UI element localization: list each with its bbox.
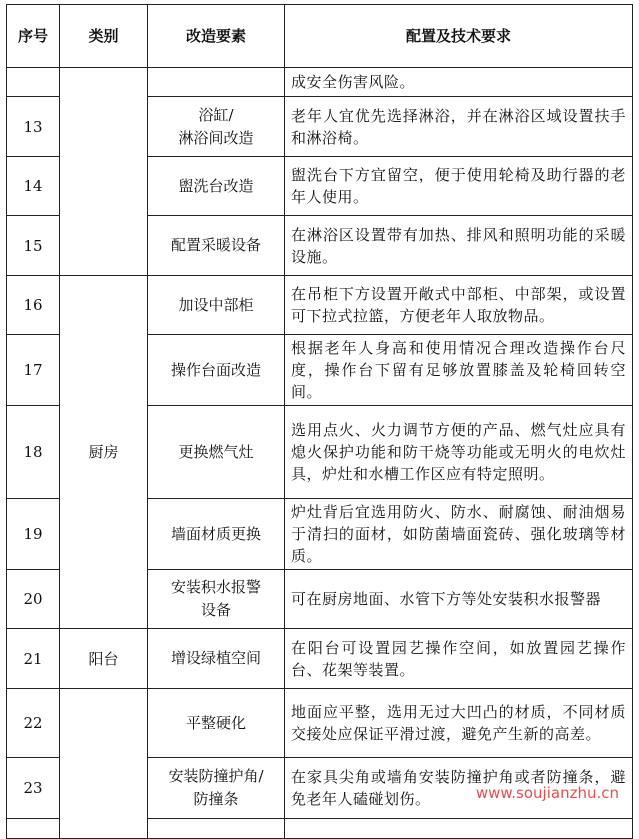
element-text: 更换燃气灶 (178, 442, 254, 461)
row-no: 22 (7, 689, 60, 758)
row-element (148, 68, 285, 97)
row-element (148, 97, 285, 157)
element-text: 盥洗台改造 (178, 176, 254, 195)
row-category-continued (60, 689, 148, 839)
row-requirement: 选用点火、火力调节方便的产品、燃气灶应具有熄火保护功能和防干烧等功能或无明火的电炊灶具，炉灶和水槽工作区应有特定照明。 (285, 406, 633, 499)
row-no: 15 (7, 216, 60, 276)
row-no: 19 (7, 499, 60, 570)
row-element (148, 499, 285, 570)
renovation-table (6, 4, 633, 839)
row-element (148, 157, 285, 216)
element-text: 安装防撞护角/ 防撞条 (168, 767, 264, 808)
row-element (148, 758, 285, 819)
row-requirement-empty (285, 819, 633, 839)
row-no (7, 68, 60, 97)
header-no: 序号 (7, 5, 60, 68)
row-no: 17 (7, 335, 60, 406)
row-element (148, 570, 285, 629)
row-requirement: 盥洗台下方宜留空，便于使用轮椅及助行器的老年人使用。 (285, 157, 633, 216)
header-category: 类别 (60, 5, 148, 68)
row-no-empty (7, 819, 60, 839)
element-text: 增设绿植空间 (170, 649, 261, 667)
row-no: 16 (7, 276, 60, 335)
row-element (148, 689, 285, 758)
row-element (148, 276, 285, 335)
row-requirement: 成安全伤害风险。 (285, 68, 633, 97)
row-element (148, 335, 285, 406)
row-no: 21 (7, 629, 60, 689)
row-no: 23 (7, 758, 60, 819)
row-requirement: 地面应平整，选用无过大凹凸的材质，不同材质交接处应保证平滑过渡，避免产生新的高差。 (285, 689, 633, 758)
element-text: 加设中部柜 (178, 295, 254, 314)
row-requirement: 老年人宜优先选择淋浴，并在淋浴区域设置扶手和淋浴椅。 (285, 97, 633, 157)
header-element: 改造要素 (148, 5, 285, 68)
element-text: 浴缸/ 淋浴间改造 (178, 105, 254, 147)
header-requirement: 配置及技术要求 (285, 5, 633, 68)
element-text: 操作台面改造 (170, 360, 261, 379)
row-requirement: 可在厨房地面、水管下方等处安装积水报警器 (285, 570, 633, 629)
table-row (7, 68, 633, 97)
row-requirement: 根据老年人身高和使用情况合理改造操作台尺度，操作台下留有足够放置膝盖及轮椅回转空间。 (285, 335, 633, 406)
table-row (7, 276, 633, 335)
element-text: 平整硬化 (185, 713, 246, 732)
row-requirement: 在家具尖角或墙角安装防撞护角或者防撞条，避免老年人磕碰划伤。 (285, 758, 633, 819)
row-element (148, 629, 285, 689)
row-element-empty (148, 819, 285, 839)
table-row (7, 629, 633, 689)
element-text: 安装积水报警 设备 (170, 578, 261, 619)
element-text: 墙面材质更换 (170, 524, 261, 543)
row-no: 18 (7, 406, 60, 499)
row-element (148, 406, 285, 499)
table-header-row (7, 5, 633, 68)
row-category-balcony: 阳台 (60, 629, 148, 689)
row-no: 14 (7, 157, 60, 216)
element-text: 配置采暖设备 (170, 236, 261, 254)
table-row (7, 689, 633, 758)
row-no: 20 (7, 570, 60, 629)
row-requirement: 在淋浴区设置带有加热、排风和照明功能的采暖设施。 (285, 216, 633, 276)
row-requirement: 在吊柜下方设置开敞式中部柜、中部架，或设置可下拉式拉篮，方便老年人取放物品。 (285, 276, 633, 335)
row-requirement: 炉灶背后宜选用防火、防水、耐腐蚀、耐油烟易于清扫的面材，如防菌墙面瓷砖、强化玻璃等材质。 (285, 499, 633, 570)
watermark: www.soujianzhu.cn (475, 784, 619, 802)
row-no: 13 (7, 97, 60, 157)
row-requirement: 在阳台可设置园艺操作空间，如放置园艺操作台、花架等装置。 (285, 629, 633, 689)
row-element (148, 216, 285, 276)
row-category-kitchen: 厨房 (60, 276, 148, 629)
row-category-bathroom (60, 68, 148, 276)
